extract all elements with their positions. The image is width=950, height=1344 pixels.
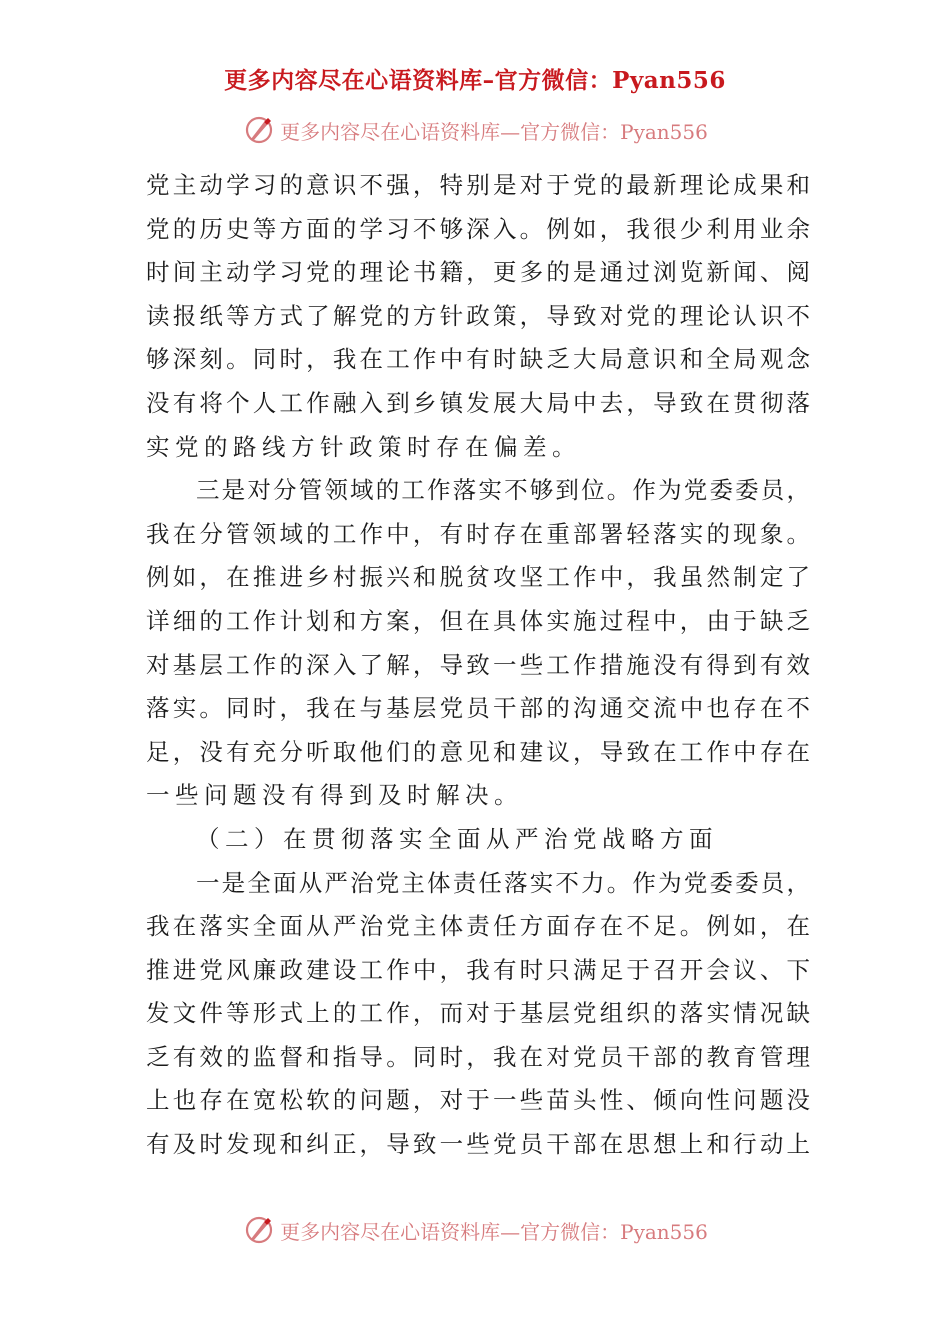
- text-line: 我 在 分 管 领 域 的 工 作 中 ， 有 时 存 在 重 部 署 轻 落 实 的 现 象 。: [146, 519, 810, 548]
- text-line: 党 主 动 学 习 的 意 识 不 强 ， 特 别 是 对 于 党 的 最 新 理 论 成 果 和: [146, 171, 810, 199]
- text-line: 够 深 刻 。 同 时 ， 我 在 工 作 中 有 时 缺 乏 大 局 意 识 和 全 局 观 念: [146, 345, 810, 374]
- text-line: 落 实 。 同 时 ， 我 在 与 基 层 党 员 干 部 的 沟 通 交 流 中 也 存 在 不: [146, 694, 810, 723]
- brand-logo-icon: [242, 1213, 276, 1247]
- text-line: 读 报 纸 等 方 式 了 解 党 的 方 针 政 策 ， 导 致 对 党 的 理 论 认 识 不: [146, 301, 810, 330]
- text-line: 上 也 存 在 宽 松 软 的 问 题 ， 对 于 一 些 苗 头 性 、 倾 向 性 问 题 没: [146, 1086, 810, 1115]
- text-line: 实党的路线方针政策时存在偏差。: [146, 432, 581, 461]
- text-line: 党 的 历 史 等 方 面 的 学 习 不 够 深 入 。 例 如 ， 我 很 少 利 用 业 余: [146, 214, 810, 243]
- top-banner: 更多内容尽在心语资料库–官方微信：Pyan556: [224, 67, 726, 94]
- text-line: 例 如 ， 在 推 进 乡 村 振 兴 和 脱 贫 攻 坚 工 作 中 ， 我 虽 然 制 定 了: [146, 563, 810, 592]
- header-watermark: [0, 113, 950, 147]
- footer-watermark: [0, 1213, 950, 1247]
- text-line: 没 有 将 个 人 工 作 融 入 到 乡 镇 发 展 大 局 中 去 ， 导 致 在 贯 彻 落: [146, 388, 810, 417]
- text-line: 对 基 层 工 作 的 深 入 了 解 ， 导 致 一 些 工 作 措 施 没 有 得 到 有 效: [146, 650, 810, 679]
- text-line: 详 细 的 工 作 计 划 和 方 案 ， 但 在 具 体 实 施 过 程 中 ， 由 于 缺 乏: [146, 606, 810, 635]
- text-line: （二）在贯彻落实全面从严治党战略方面: [196, 824, 718, 853]
- text-line: 发 文 件 等 形 式 上 的 工 作 ， 而 对 于 基 层 党 组 织 的 落 实 情 况 缺: [146, 999, 810, 1028]
- header-watermark-text: 更多内容尽在心语资料库—官方微信：Pyan556: [280, 119, 708, 144]
- document-body: [146, 164, 810, 1167]
- text-line: 我 在 落 实 全 面 从 严 治 党 主 体 责 任 方 面 存 在 不 足 。 例 如 ， 在: [146, 912, 810, 941]
- footer-watermark-text: 更多内容尽在心语资料库—官方微信：Pyan556: [280, 1219, 708, 1244]
- text-line: 乏 有 效 的 监 督 和 指 导 。 同 时 ， 我 在 对 党 员 干 部 的 教 育 管 理: [146, 1042, 810, 1071]
- text-line: 三 是 对 分 管 领 域 的 工 作 落 实 不 够 到 位 。 作 为 党 委 委 员 ，: [196, 476, 810, 505]
- text-line: 推 进 党 风 廉 政 建 设 工 作 中 ， 我 有 时 只 满 足 于 召 开 会 议 、 下: [146, 955, 810, 984]
- text-line: 有 及 时 发 现 和 纠 正 ， 导 致 一 些 党 员 干 部 在 思 想 上 和 行 动 上: [146, 1130, 810, 1159]
- text-line: 一 是 全 面 从 严 治 党 主 体 责 任 落 实 不 力 。 作 为 党 委 委 员 ，: [196, 868, 810, 897]
- text-line: 时 间 主 动 学 习 党 的 理 论 书 籍 ， 更 多 的 是 通 过 浏 览 新 闻 、 阅: [146, 258, 810, 287]
- text-line: 一些问题没有得到及时解决。: [146, 781, 523, 810]
- text-line: 足 ， 没 有 充 分 听 取 他 们 的 意 见 和 建 议 ， 导 致 在 工 作 中 存 在: [146, 737, 810, 766]
- brand-logo-icon: [242, 113, 276, 147]
